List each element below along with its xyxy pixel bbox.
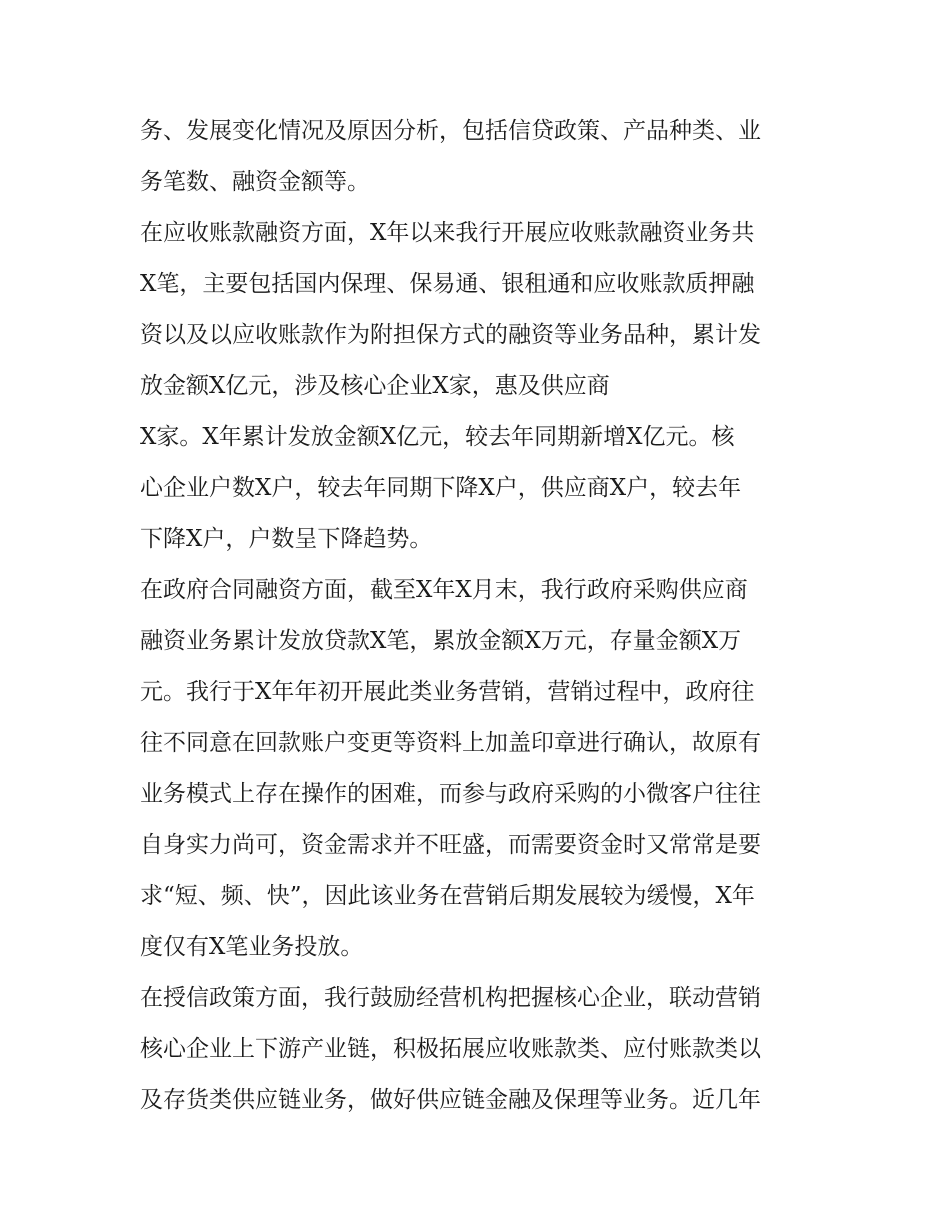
text-line: 元。我行于X年年初开展此类业务营销，营销过程中，政府往 bbox=[140, 679, 755, 705]
text-line: 度仅有X笔业务投放。 bbox=[140, 934, 364, 960]
text-line: 业务模式上存在操作的困难，而参与政府采购的小微客户往往 bbox=[140, 781, 761, 807]
text-line: X家。X年累计发放金额X亿元，较去年同期新增X亿元。核 bbox=[140, 424, 735, 450]
text-line: 务、发展变化情况及原因分析，包括信贷政策、产品种类、业 bbox=[140, 118, 761, 144]
text-line: 往不同意在回款账户变更等资料上加盖印章进行确认，故原有 bbox=[140, 730, 761, 756]
text-line: 在政府合同融资方面，截至X年X月末，我行政府采购供应商 bbox=[140, 577, 748, 603]
text-line: 资以及以应收账款作为附担保方式的融资等业务品种，累计发 bbox=[140, 322, 761, 348]
text-line: 在应收账款融资方面，X年以来我行开展应收账款融资业务共 bbox=[140, 220, 755, 246]
text-line: 融资业务累计发放贷款X笔，累放金额X万元，存量金额X万 bbox=[140, 628, 742, 654]
text-line: X笔，主要包括国内保理、保易通、银租通和应收账款质押融 bbox=[140, 271, 755, 297]
text-line: 核心企业上下游产业链，积极拓展应收账款类、应付账款类以 bbox=[140, 1036, 761, 1062]
text-line: 下降X户，户数呈下降趋势。 bbox=[140, 526, 433, 552]
body-text bbox=[140, 106, 830, 1126]
text-line: 在授信政策方面，我行鼓励经营机构把握核心企业，联动营销 bbox=[140, 985, 761, 1011]
text-line: 放金额X亿元，涉及核心企业X家，惠及供应商 bbox=[140, 373, 610, 399]
text-line: 心企业户数X户，较去年同期下降X户，供应商X户，较去年 bbox=[140, 475, 742, 501]
text-line: 自身实力尚可，资金需求并不旺盛，而需要资金时又常常是要 bbox=[140, 832, 761, 858]
text-line: 及存货类供应链业务，做好供应链金融及保理等业务。近几年 bbox=[140, 1087, 761, 1113]
text-line: 务笔数、融资金额等。 bbox=[140, 169, 370, 195]
text-line: 求“短、频、快”，因此该业务在营销后期发展较为缓慢，X年 bbox=[140, 883, 755, 909]
